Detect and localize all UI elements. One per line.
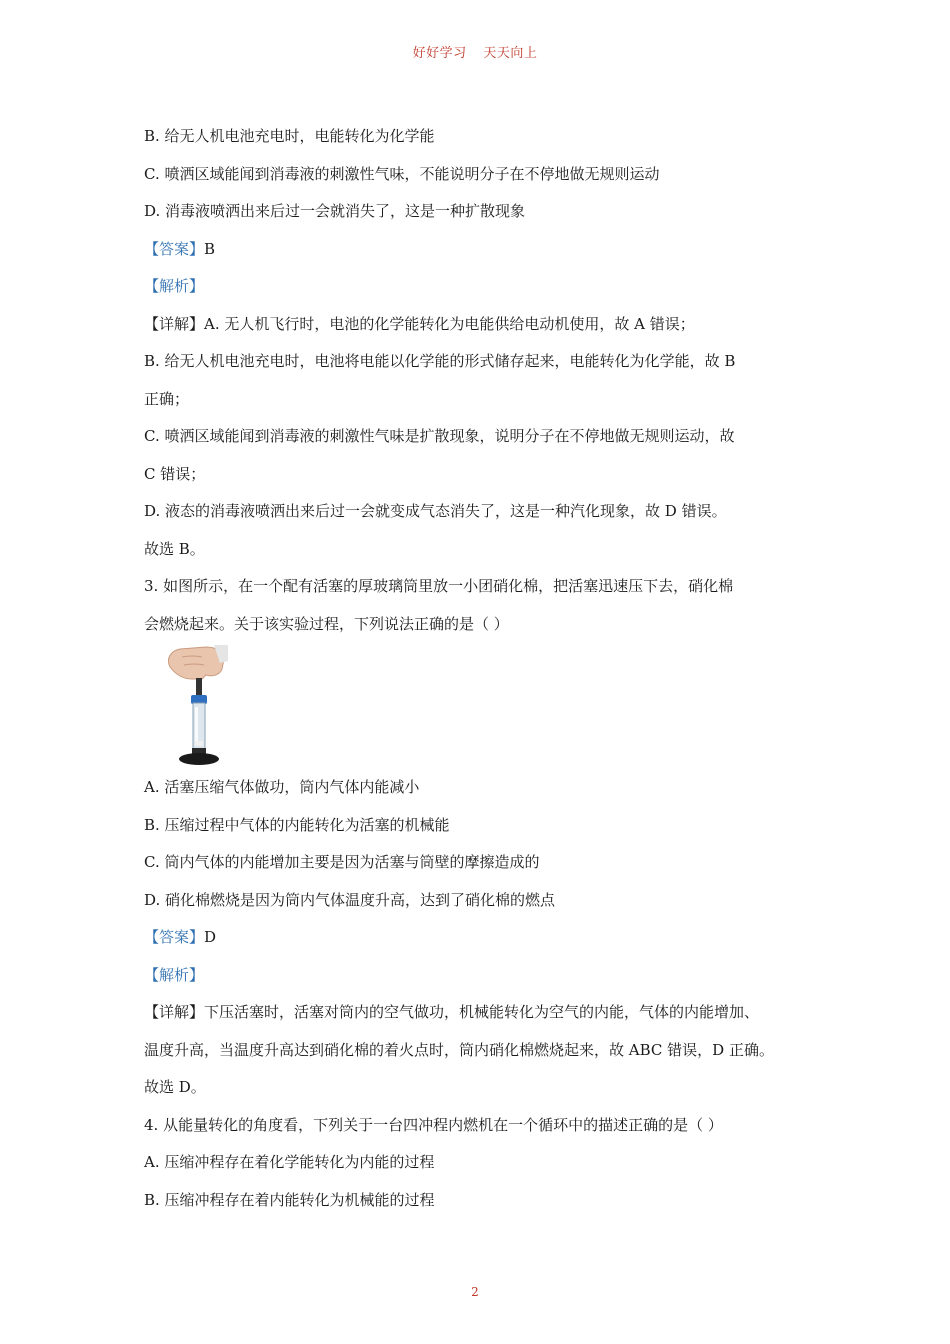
q3-figure bbox=[144, 643, 812, 769]
q2-answer bbox=[144, 231, 812, 269]
piston-apparatus-image bbox=[162, 645, 242, 767]
q2-detail-a bbox=[144, 306, 812, 344]
page-header bbox=[0, 42, 950, 61]
answer-tag: 【答案】 bbox=[144, 928, 205, 946]
q3-detail-2: 温度升高，当温度升高达到硝化棉的着火点时，筒内硝化棉燃烧起来，故 ABC 错误，D 正确。 bbox=[144, 1040, 774, 1059]
answer-value: B bbox=[204, 239, 216, 258]
header-right: 天天向上 bbox=[483, 46, 538, 61]
q4-option-a: A. 压缩冲程存在着化学能转化为内能的过程 bbox=[144, 1153, 435, 1171]
detail-tag: 【详解】 bbox=[144, 314, 205, 333]
q2-option-c: C. 喷洒区域能闻到消毒液的刺激性气味，不能说明分子在不停地做无规则运动 bbox=[144, 164, 660, 183]
q2-analysis bbox=[144, 268, 812, 306]
detail-text: 下压活塞时，活塞对筒内的空气做功，机械能转化为空气的内能，气体的内能增加、 bbox=[204, 1003, 760, 1021]
q2-option-b: B. 给无人机电池充电时，电能转化为化学能 bbox=[144, 127, 435, 145]
q3-detail-1 bbox=[144, 994, 812, 1032]
q3-stem-2: 会燃烧起来。关于该实验过程，下列说法正确的是（ ） bbox=[144, 614, 509, 633]
q3-option-c: C. 筒内气体的内能增加主要是因为活塞与筒壁的摩擦造成的 bbox=[144, 853, 540, 871]
detail-tag: 【详解】 bbox=[144, 1003, 205, 1021]
q2-detail-d: D. 液态的消毒液喷洒出来后过一会就变成气态消失了，这是一种汽化现象，故 D 错误。 bbox=[144, 502, 727, 520]
detail-text: A. 无人机飞行时，电池的化学能转化为电能供给电动机使用，故 A 错误； bbox=[204, 314, 695, 333]
header-left: 好好学习 bbox=[412, 46, 467, 61]
q3-conclusion: 故选 D。 bbox=[144, 1078, 206, 1096]
q2-detail-c2: C 错误； bbox=[144, 464, 206, 483]
q2-detail-c1: C. 喷洒区域能闻到消毒液的刺激性气味是扩散现象，说明分子在不停地做无规则运动，故 bbox=[144, 427, 735, 445]
answer-tag: 【答案】 bbox=[144, 239, 205, 258]
q3-stem-1: 3. 如图所示，在一个配有活塞的厚玻璃筒里放一小团硝化棉，把活塞迅速压下去，硝化棉 bbox=[144, 577, 734, 595]
q2-detail-b1: B. 给无人机电池充电时，电池将电能以化学能的形式储存起来，电能转化为化学能，故 B bbox=[144, 352, 736, 370]
q3-analysis bbox=[144, 957, 812, 995]
q4-option-b: B. 压缩冲程存在着内能转化为机械能的过程 bbox=[144, 1190, 435, 1209]
q2-conclusion: 故选 B。 bbox=[144, 539, 205, 558]
q2-detail-b2: 正确； bbox=[144, 389, 190, 408]
q2-option-d: D. 消毒液喷洒出来后过一会就消失了，这是一种扩散现象 bbox=[144, 202, 526, 220]
analysis-tag: 【解析】 bbox=[144, 277, 205, 295]
page-content bbox=[144, 118, 812, 1219]
analysis-tag: 【解析】 bbox=[144, 965, 205, 984]
q3-option-b: B. 压缩过程中气体的内能转化为活塞的机械能 bbox=[144, 815, 450, 834]
page-number: 2 bbox=[471, 1285, 479, 1299]
q3-option-d: D. 硝化棉燃烧是因为筒内气体温度升高，达到了硝化棉的燃点 bbox=[144, 890, 556, 909]
answer-value: D bbox=[204, 928, 217, 946]
q3-answer bbox=[144, 919, 812, 957]
q4-stem: 4. 从能量转化的角度看，下列关于一台四冲程内燃机在一个循环中的描述正确的是（ ） bbox=[144, 1115, 723, 1134]
q3-option-a: A. 活塞压缩气体做功，筒内气体内能减小 bbox=[144, 778, 420, 796]
